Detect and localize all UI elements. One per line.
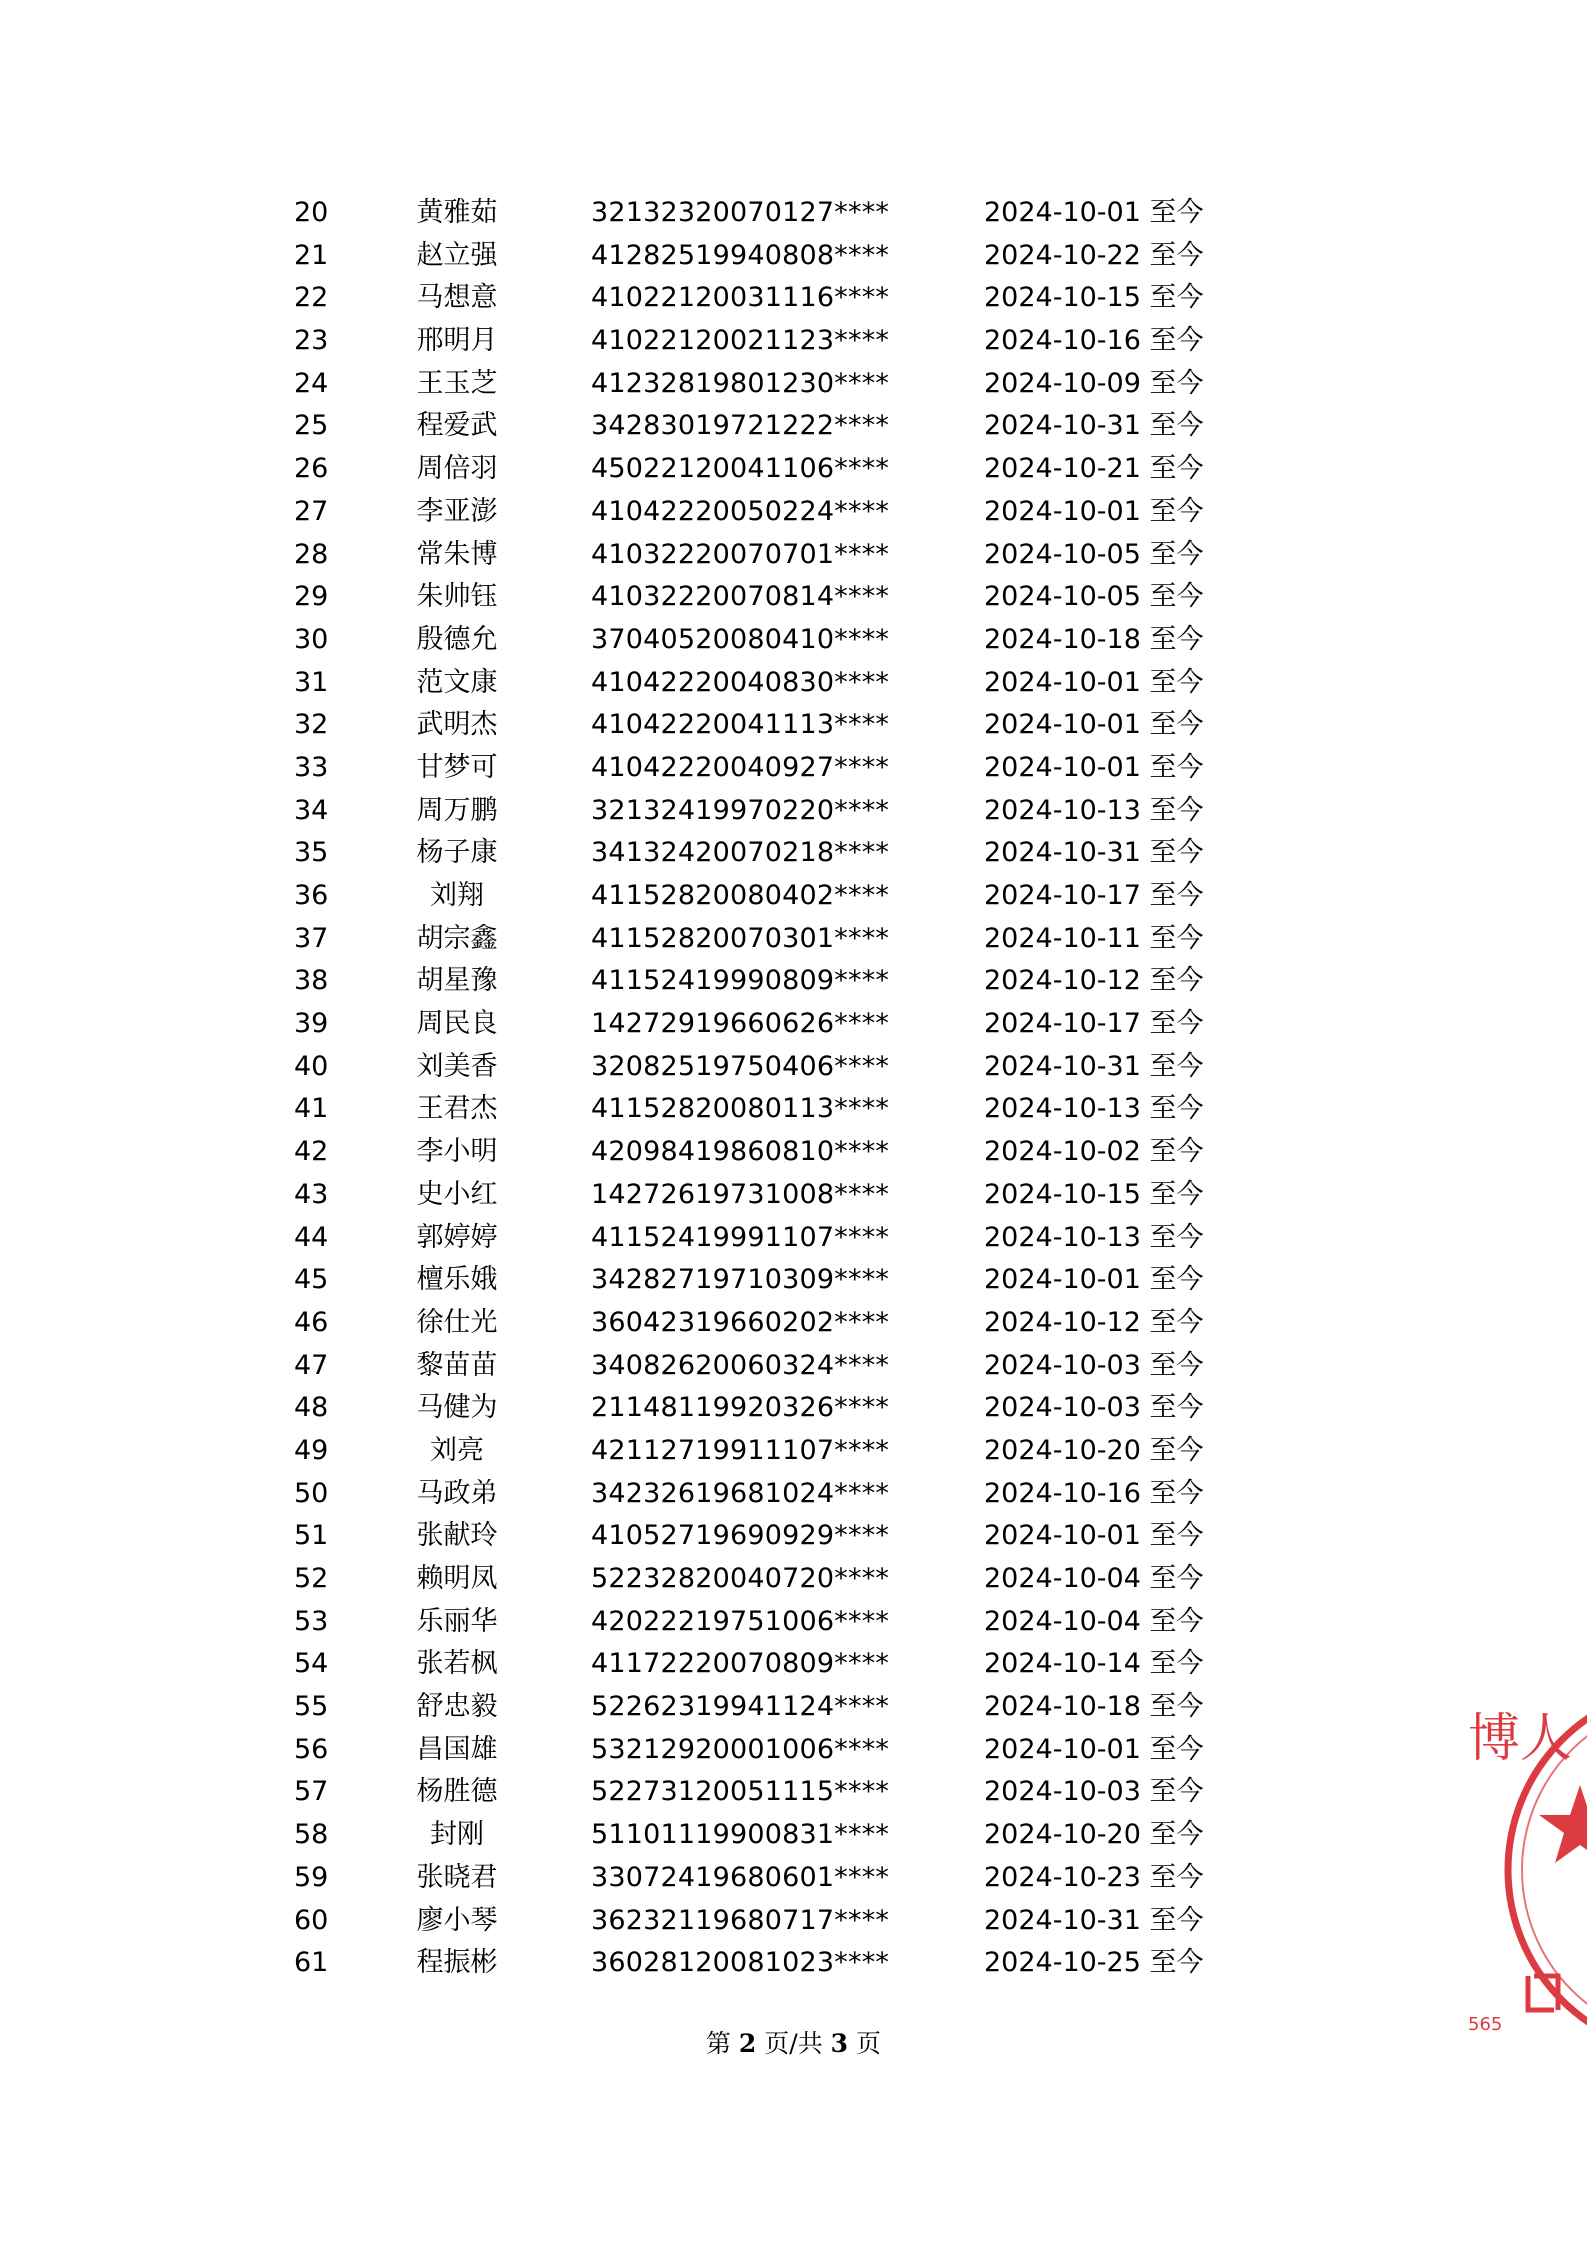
row-name: 黄雅茹 [416,197,498,228]
row-number: 20 [294,197,329,228]
table-row [0,619,1587,662]
row-number: 23 [294,325,329,357]
table-row [0,1814,1587,1857]
row-id-number: 37040520080410**** [591,623,890,655]
table-row [0,491,1587,534]
row-period: 2024-10-01 至今 [984,666,1204,698]
row-name: 殷德允 [416,623,498,655]
row-number: 49 [294,1434,329,1466]
row-period: 2024-10-20 至今 [984,1434,1204,1466]
row-period: 2024-10-01 至今 [984,495,1204,527]
row-name: 范文康 [416,666,498,698]
row-number: 43 [294,1178,329,1210]
row-period: 2024-10-04 至今 [984,1605,1204,1637]
row-name: 胡宗鑫 [416,922,498,954]
row-period: 2024-10-31 至今 [984,1050,1204,1082]
table-row [0,1387,1587,1430]
row-number: 42 [294,1136,329,1168]
row-period: 2024-10-05 至今 [984,538,1204,570]
row-period: 2024-10-01 至今 [984,751,1204,783]
table-row [0,277,1587,320]
row-id-number: 32132320070127**** [591,197,890,228]
row-period: 2024-10-15 至今 [984,282,1204,314]
row-number: 58 [294,1819,329,1851]
row-period: 2024-10-31 至今 [984,1904,1204,1936]
table-row [0,1643,1587,1686]
row-number: 35 [294,837,329,869]
row-id-number: 52273120051115**** [591,1776,890,1808]
row-number: 54 [294,1648,329,1680]
row-id-number: 33072419680601**** [591,1861,890,1893]
row-number: 53 [294,1605,329,1637]
row-name: 甘梦可 [416,751,498,783]
row-number: 41 [294,1093,329,1125]
row-period: 2024-10-16 至今 [984,1477,1204,1509]
row-name: 马想意 [416,282,498,314]
table-row [0,405,1587,448]
row-number: 44 [294,1221,329,1253]
table-row [0,235,1587,278]
row-name: 周倍羽 [416,453,498,485]
table-row [0,1473,1587,1516]
table-row [0,1601,1587,1644]
row-number: 39 [294,1008,329,1040]
table-row [0,1046,1587,1089]
row-name: 张若枫 [416,1648,498,1680]
table-row [0,576,1587,619]
row-name: 郭婷婷 [416,1221,498,1253]
row-name: 邢明月 [416,325,498,357]
seal-text-fragment: 博人 [1468,1709,1573,1769]
table-row [0,1900,1587,1943]
row-period: 2024-10-17 至今 [984,880,1204,911]
row-period: 2024-10-03 至今 [984,1776,1204,1808]
row-name: 胡星豫 [416,965,498,997]
footer-prefix: 第 [705,2029,731,2058]
row-period: 2024-10-12 至今 [984,1306,1204,1338]
row-number: 52 [294,1563,329,1594]
table-row [0,1857,1587,1900]
table-row [0,832,1587,875]
row-period: 2024-10-22 至今 [984,239,1204,271]
row-name: 朱帅钰 [416,581,498,613]
row-id-number: 32082519750406**** [591,1050,890,1082]
page-footer [0,2024,1587,2060]
row-name: 舒忠毅 [416,1691,498,1723]
table-row [0,1088,1587,1131]
row-name: 王君杰 [416,1093,498,1125]
row-id-number: 34082620060324**** [591,1349,890,1381]
row-name: 周民良 [416,1008,498,1040]
row-id-number: 51101119900831**** [591,1819,890,1851]
row-name: 李亚澎 [416,495,498,527]
footer-suffix: 页 [856,2029,882,2058]
row-number: 31 [294,666,329,698]
row-id-number: 42022219751006**** [591,1605,890,1637]
row-name: 周万鹏 [416,794,498,826]
row-id-number: 32132419970220**** [591,794,890,826]
table-row [0,1003,1587,1046]
row-id-number: 41152820070301**** [591,922,890,954]
row-number: 51 [294,1520,329,1552]
table-row [0,875,1587,918]
table-row [0,662,1587,705]
row-name: 刘翔 [430,880,484,911]
row-id-number: 41032220070701**** [591,538,890,570]
row-id-number: 41282519940808**** [591,239,890,271]
row-id-number: 41152419990809**** [591,965,890,997]
row-period: 2024-10-01 至今 [984,1733,1204,1765]
row-name: 乐丽华 [416,1605,498,1637]
row-name: 武明杰 [416,709,498,741]
row-name: 张晓君 [416,1861,498,1893]
row-id-number: 41032220070814**** [591,581,890,613]
table-row [0,1729,1587,1772]
row-period: 2024-10-03 至今 [984,1349,1204,1381]
row-number: 59 [294,1861,329,1893]
row-id-number: 21148119920326**** [591,1392,890,1424]
row-id-number: 42112719911107**** [591,1434,890,1466]
row-number: 33 [294,751,329,783]
row-id-number: 41232819801230**** [591,367,890,399]
row-number: 60 [294,1904,329,1936]
row-name: 刘亮 [430,1434,484,1466]
row-number: 26 [294,453,329,485]
table-row [0,1771,1587,1814]
row-period: 2024-10-23 至今 [984,1861,1204,1893]
row-name: 檀乐娥 [416,1264,498,1296]
row-period: 2024-10-11 至今 [984,922,1204,954]
row-period: 2024-10-09 至今 [984,367,1204,399]
row-period: 2024-10-31 至今 [984,837,1204,869]
row-id-number: 34282719710309**** [591,1264,890,1296]
row-id-number: 53212920001006**** [591,1733,890,1765]
row-period: 2024-10-01 至今 [984,197,1204,228]
table-row [0,747,1587,790]
row-id-number: 14272919660626**** [591,1008,890,1040]
row-period: 2024-10-01 至今 [984,1264,1204,1296]
row-name: 封刚 [430,1819,484,1851]
row-period: 2024-10-04 至今 [984,1563,1204,1594]
row-id-number: 34283019721222**** [591,410,890,442]
row-period: 2024-10-21 至今 [984,453,1204,485]
row-number: 24 [294,367,329,399]
row-period: 2024-10-13 至今 [984,1093,1204,1125]
table-row [0,1430,1587,1473]
table-row [0,320,1587,363]
row-period: 2024-10-13 至今 [984,1221,1204,1253]
table-row [0,1131,1587,1174]
row-name: 赖明凤 [416,1563,498,1594]
table-row [0,704,1587,747]
row-id-number: 36232119680717**** [591,1904,890,1936]
row-id-number: 41152820080402**** [591,880,890,911]
table-row [0,1515,1587,1558]
row-number: 61 [294,1947,329,1979]
row-id-number: 41152419991107**** [591,1221,890,1253]
row-name: 杨胜德 [416,1776,498,1808]
row-name: 刘美香 [416,1050,498,1082]
seal-star-icon [1539,1785,1587,1863]
row-number: 28 [294,538,329,570]
row-id-number: 52262319941124**** [591,1691,890,1723]
table-row [0,192,1587,235]
row-number: 36 [294,880,329,911]
row-id-number: 41042220040927**** [591,751,890,783]
row-number: 47 [294,1349,329,1381]
table-row [0,363,1587,406]
row-id-number: 34132420070218**** [591,837,890,869]
row-period: 2024-10-05 至今 [984,581,1204,613]
row-id-number: 41022120031116**** [591,282,890,314]
row-number: 25 [294,410,329,442]
row-id-number: 14272619731008**** [591,1178,890,1210]
row-name: 程振彬 [416,1947,498,1979]
roster-table [0,192,1587,1985]
row-number: 38 [294,965,329,997]
row-name: 常朱博 [416,538,498,570]
row-period: 2024-10-16 至今 [984,325,1204,357]
row-name: 程爱武 [416,410,498,442]
row-id-number: 41042220041113**** [591,709,890,741]
row-period: 2024-10-17 至今 [984,1008,1204,1040]
row-id-number: 41042220050224**** [591,495,890,527]
table-row [0,960,1587,1003]
row-id-number: 34232619681024**** [591,1477,890,1509]
row-number: 46 [294,1306,329,1338]
row-id-number: 41052719690929**** [591,1520,890,1552]
row-period: 2024-10-31 至今 [984,410,1204,442]
row-id-number: 41022120021123**** [591,325,890,357]
row-number: 32 [294,709,329,741]
table-row [0,448,1587,491]
row-id-number: 41172220070809**** [591,1648,890,1680]
table-row [0,1217,1587,1260]
row-period: 2024-10-13 至今 [984,794,1204,826]
row-name: 张献玲 [416,1520,498,1552]
table-row [0,1345,1587,1388]
row-id-number: 52232820040720**** [591,1563,890,1594]
table-row [0,534,1587,577]
row-name: 徐仕光 [416,1306,498,1338]
row-number: 30 [294,623,329,655]
row-id-number: 41152820080113**** [591,1093,890,1125]
row-period: 2024-10-18 至今 [984,1691,1204,1723]
row-number: 50 [294,1477,329,1509]
row-number: 22 [294,282,329,314]
row-name: 赵立强 [416,239,498,271]
row-name: 马健为 [416,1392,498,1424]
row-id-number: 36028120081023**** [591,1947,890,1979]
table-row [0,1259,1587,1302]
row-number: 45 [294,1264,329,1296]
official-seal [1462,1680,1587,2060]
row-id-number: 41042220040830**** [591,666,890,698]
row-number: 48 [294,1392,329,1424]
row-number: 29 [294,581,329,613]
row-name: 黎苗苗 [416,1349,498,1381]
row-name: 王玉芝 [416,367,498,399]
seal-number-fragment: 565 [1468,2014,1503,2035]
row-period: 2024-10-14 至今 [984,1648,1204,1680]
row-period: 2024-10-01 至今 [984,1520,1204,1552]
row-number: 27 [294,495,329,527]
row-period: 2024-10-15 至今 [984,1178,1204,1210]
row-name: 廖小琴 [416,1904,498,1936]
footer-total-pages: 3 [830,2029,849,2058]
row-period: 2024-10-03 至今 [984,1392,1204,1424]
row-id-number: 36042319660202**** [591,1306,890,1338]
table-row [0,1686,1587,1729]
row-period: 2024-10-01 至今 [984,709,1204,741]
table-row [0,1174,1587,1217]
footer-current-page: 2 [738,2029,757,2058]
row-name: 昌国雄 [416,1733,498,1765]
row-number: 21 [294,239,329,271]
row-number: 34 [294,794,329,826]
row-name: 史小红 [416,1178,498,1210]
row-period: 2024-10-12 至今 [984,965,1204,997]
row-number: 40 [294,1050,329,1082]
row-period: 2024-10-18 至今 [984,623,1204,655]
row-name: 杨子康 [416,837,498,869]
row-number: 37 [294,922,329,954]
row-id-number: 42098419860810**** [591,1136,890,1168]
footer-middle: 页/共 [764,2029,823,2058]
row-name: 马政弟 [416,1477,498,1509]
table-row [0,1302,1587,1345]
table-row [0,918,1587,961]
row-period: 2024-10-25 至今 [984,1947,1204,1979]
row-period: 2024-10-02 至今 [984,1136,1204,1168]
row-number: 57 [294,1776,329,1808]
row-number: 55 [294,1691,329,1723]
row-id-number: 45022120041106**** [591,453,890,485]
table-row [0,1558,1587,1601]
row-number: 56 [294,1733,329,1765]
table-row [0,1942,1587,1985]
row-name: 李小明 [416,1136,498,1168]
table-row [0,790,1587,833]
row-period: 2024-10-20 至今 [984,1819,1204,1851]
